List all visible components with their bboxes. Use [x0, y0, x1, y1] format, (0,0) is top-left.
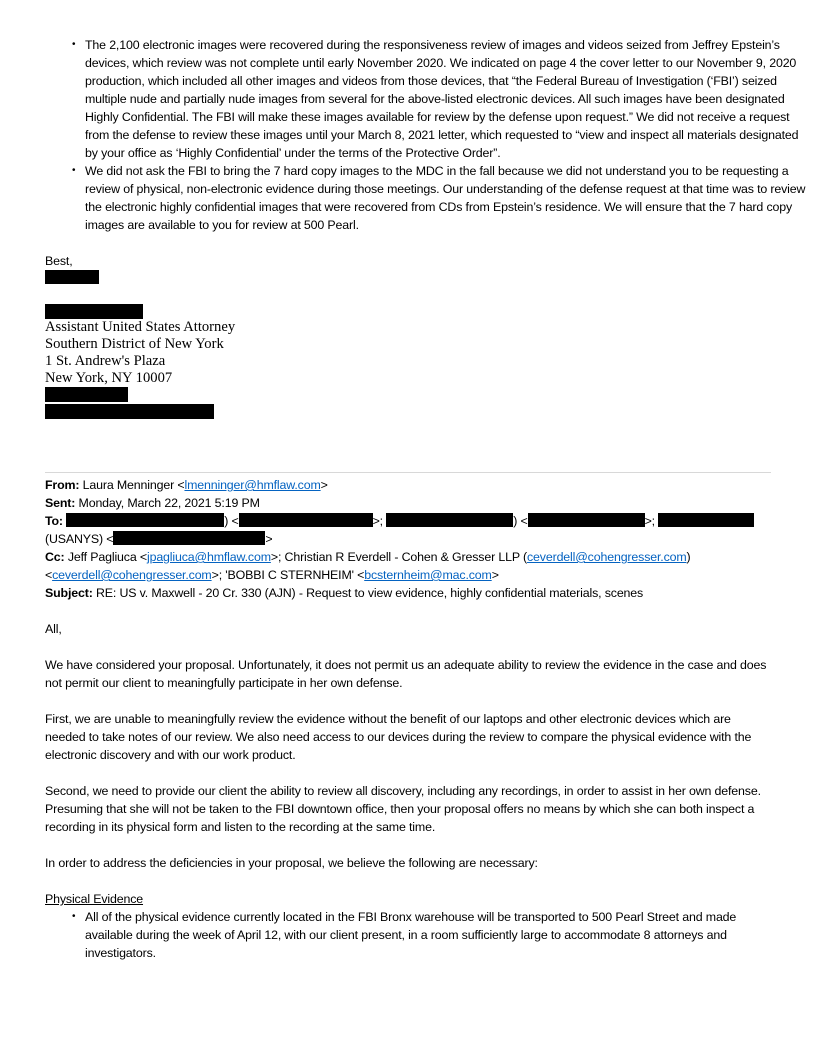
- bullet-item: • We did not ask the FBI to bring the 7 hard copy images to the MDC in the fall because we did not understand you to be requesting a review of physical, non-electronic evidence during those meetings. Our understanding of the defense request at that time was to review the electronic highly confidential images that were recovered from CDs from Epstein’s residence. We will ensure that the 7 hard copy images are available to you for review at 500 Pearl.: [85, 162, 813, 234]
- prior-message-bullets: [45, 36, 813, 234]
- sent-value: Monday, March 22, 2021 5:19 PM: [78, 496, 260, 510]
- to-separator: >;: [372, 514, 387, 528]
- subject-label: Subject:: [45, 586, 93, 600]
- section-heading: Physical Evidence: [45, 892, 144, 906]
- to-line2-prefix: (USANYS) <: [45, 532, 114, 546]
- redaction-block: [45, 270, 99, 284]
- bullet-item: • All of the physical evidence currently located in the FBI Bronx warehouse will be transported to 500 Pearl Street and made available during the week of April 12, with our client present, in a room sufficiently large to accommodate 8 attorneys and investigators.: [85, 908, 775, 962]
- body-paragraph: In order to address the deficiencies in your proposal, we believe the following are necessary:: [45, 856, 538, 870]
- redaction-block: [658, 513, 754, 527]
- greeting: All,: [45, 622, 62, 636]
- closing: Best,: [45, 254, 73, 268]
- redaction-block: [45, 387, 128, 402]
- redaction-block: [45, 404, 214, 419]
- to-line-2: [45, 530, 771, 548]
- to-line: [45, 512, 771, 530]
- body-paragraph: We have considered your proposal. Unfortunately, it does not permit us an adequate ability to review the evidence in the case and does not permit our client to meaningfully participate in her own defense.: [45, 658, 767, 690]
- bullet-item: • The 2,100 electronic images were recovered during the responsiveness review of images and videos seized from Jeffrey Epstein’s devices, which review was not complete until early November 2020. We indicated on page 4 the cover letter to our November 9, 2020 production, which included all other images and videos from those devices, that “the Federal Bureau of Investigation (‘FBI’) seized multiple nude and partially nude images from several for the above-listed electronic devices. All such images have been designated Highly Confidential. The FBI will make these images available for review by the defense upon request.” We did not receive a request from the defense to review these images until your March 8, 2021 letter, which requested to “view and inspect all materials designated by your office as ‘Highly Confidential’ under the terms of the Protective Order”.: [85, 36, 813, 162]
- from-line: [45, 476, 771, 494]
- redaction-block: [386, 513, 513, 527]
- to-line2-end: >: [265, 532, 273, 546]
- sent-line: [45, 494, 771, 512]
- to-separator: >;: [644, 514, 659, 528]
- cc-text: Jeff Pagliuca <: [67, 550, 147, 564]
- signature-block: [45, 319, 771, 387]
- cc-text: >; 'BOBBI C STERNHEIM' <: [211, 568, 365, 582]
- cc-email-link[interactable]: bcsternheim@mac.com: [364, 568, 492, 582]
- redaction-block: [528, 513, 645, 527]
- from-name: Laura Menninger <: [82, 478, 185, 492]
- cc-text: ): [686, 550, 691, 564]
- to-separator: ) <: [224, 514, 239, 528]
- cc-text: <: [45, 568, 53, 582]
- to-label: To:: [45, 514, 63, 528]
- subject-value: RE: US v. Maxwell - 20 Cr. 330 (AJN) - Request to view evidence, highly confidential materials, scenes: [95, 586, 644, 600]
- email-body: [45, 620, 771, 962]
- cc-text: >: [491, 568, 499, 582]
- subject-line: [45, 584, 771, 602]
- body-paragraph: Second, we need to provide our client the ability to review all discovery, including any recordings, in order to assist in her own defense. Presuming that she will not be taken to the FBI downtown office, then your proposal offers no means by which she can both inspect a recording in its physical form and listen to the recording at the same time.: [45, 784, 761, 834]
- email-document: [45, 36, 806, 962]
- signature-title: Assistant United States Attorney: [45, 319, 236, 335]
- from-label: From:: [45, 478, 80, 492]
- cc-label: Cc:: [45, 550, 65, 564]
- sent-label: Sent:: [45, 496, 76, 510]
- redaction-block: [239, 513, 373, 527]
- email-header: [45, 476, 771, 602]
- signature-address-1: 1 St. Andrew's Plaza: [45, 353, 166, 369]
- redaction-block: [66, 513, 224, 527]
- from-email-link[interactable]: lmenninger@hmflaw.com: [184, 478, 321, 492]
- from-end: >: [320, 478, 328, 492]
- cc-line: [45, 548, 771, 584]
- cc-email-link[interactable]: ceverdell@cohengresser.com: [52, 568, 212, 582]
- section-bullets: [45, 908, 775, 962]
- cc-text: >; Christian R Everdell - Cohen & Gresser LLP (: [270, 550, 528, 564]
- signature-office: Southern District of New York: [45, 336, 224, 352]
- cc-email-link[interactable]: jpagliuca@hmflaw.com: [146, 550, 271, 564]
- redaction-block: [113, 531, 265, 545]
- redaction-block: [45, 304, 143, 319]
- body-paragraph: First, we are unable to meaningfully review the evidence without the benefit of our laptops and other electronic devices which are needed to take notes of our review. We also need access to our devices during the review to compare the physical evidence with the electronic discovery and with our work product.: [45, 712, 752, 762]
- cc-email-link[interactable]: ceverdell@cohengresser.com: [527, 550, 687, 564]
- to-separator: ) <: [513, 514, 528, 528]
- signature-address-2: New York, NY 10007: [45, 370, 173, 386]
